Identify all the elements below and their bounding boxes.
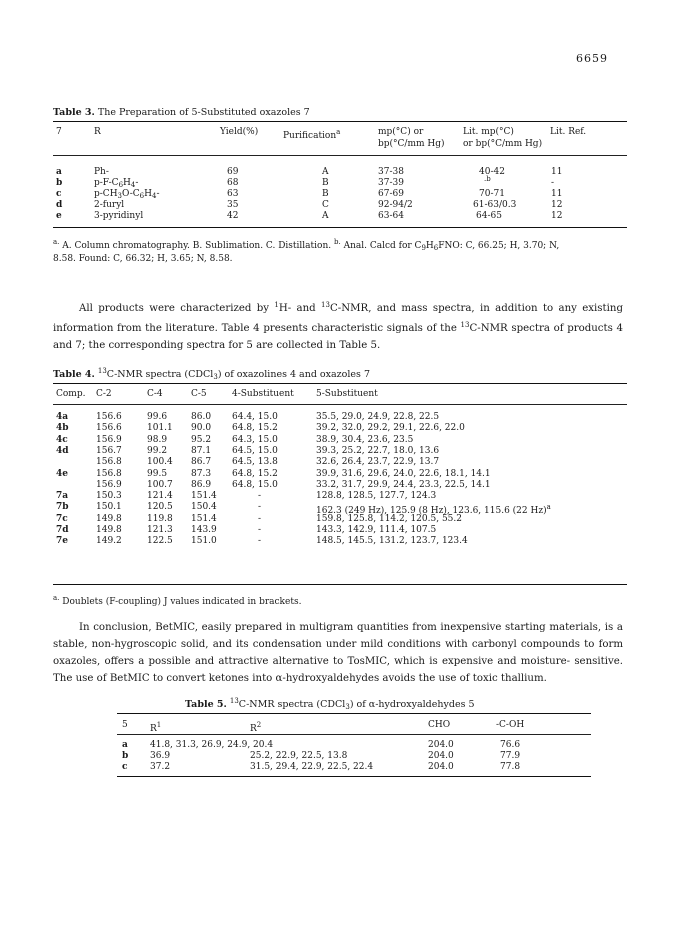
table4-row-sub4: - (258, 513, 262, 524)
page-number: 6659 (576, 52, 608, 65)
table3-row-id: c (56, 189, 62, 199)
table3-row-yield: 42 (227, 211, 239, 221)
table4-row-comp: 7b (56, 502, 69, 513)
table4-row-c5: 86.0 (191, 412, 212, 422)
table4-row-c5: 95.2 (191, 434, 212, 445)
table4-row-c4: 99.5 (147, 468, 168, 479)
para1-text-e: C-NMR spectra of products (469, 323, 613, 334)
table3-caption-label: Table 3. (53, 107, 95, 118)
table3-row-r: $p-F-C_6H_4-$ (94, 178, 139, 189)
table4-bottom-rule (53, 584, 627, 585)
table3-row-lit: .b (484, 175, 491, 183)
table4-header-c5: C-5 (191, 389, 207, 399)
table4-row-c4: 98.9 (147, 434, 168, 445)
table4-row-c2: 156.8 (96, 457, 122, 468)
table4-row-c4: 100.4 (147, 457, 173, 468)
table4-row-comp: 4c (56, 434, 68, 445)
table5-row-cho: 204.0 (428, 751, 454, 761)
table4-row-sub4: - (258, 502, 262, 513)
table4-row-sub5: 33.2, 31.7, 29.9, 24.4, 23.3, 22.5, 14.1 (316, 479, 491, 490)
table4-row-sub4: 64.8, 15.2 (232, 423, 278, 434)
table4-row-sub5: 148.5, 145.5, 131.2, 123.7, 123.4 (316, 536, 468, 547)
table5-row-id: b (122, 751, 129, 761)
table4-row-sub5: 35.5, 29.0, 24.9, 22.8, 22.5 (316, 412, 440, 422)
table3-caption (53, 107, 310, 118)
table4-row-sub4: - (258, 525, 262, 535)
table4-caption: Table 4. $^{13}$C-NMR spectra (CDCl$_3$) of oxazolines 4 and oxazoles 7 (53, 367, 370, 381)
table5-header-r2-text: R (250, 724, 257, 734)
table4-footnote-text: Doublets (F-coupling) J values indicated in brackets. (62, 597, 302, 607)
table3-row-r: Ph- (94, 167, 109, 177)
table3-bottom-rule (53, 227, 627, 228)
table4-row-sub4: 64.5, 13.8 (232, 457, 278, 468)
table3-row-lit: 61-63/0.3 (473, 200, 517, 210)
table5-row-r1: 36.9 (150, 751, 171, 761)
table4-row-c2: 156.9 (96, 479, 122, 490)
table4-row-comp: 4a (56, 412, 69, 422)
table4-row-sub5: 39.9, 31.6, 29.6, 24.0, 22.6, 18.1, 14.1 (316, 468, 491, 479)
table4-row-comp: 4b (56, 423, 69, 434)
table3-header-lit1: Lit. mp(°C) (463, 127, 514, 137)
table4-row-c2: 150.3 (96, 491, 122, 502)
table3-footnote-a: A. Column chromatography. B. Sublimation. C. Distillation. (62, 241, 332, 251)
table4-row-sub5: 39.2, 32.0, 29.2, 29.1, 22.6, 22.0 (316, 423, 465, 434)
table3-header-rule (53, 155, 627, 156)
table5-header-r2: $R^2$ (250, 721, 262, 734)
para1-text-a: All products were characterized by (79, 303, 270, 314)
table3-footnote-b: Anal. Calcd for $C_9H_6FNO$: C, 66.25; H, 3.70; N, (343, 241, 560, 252)
table5-row-id: a (122, 740, 128, 750)
para1-text-b: H- and (278, 303, 316, 314)
table4-header-c2: C-2 (96, 389, 112, 399)
table3-header-lit2: or bp(°C/mm Hg) (463, 139, 543, 149)
table4-header-sub4: 4-Substituent (232, 389, 294, 399)
table3-row-yield: 35 (227, 200, 239, 210)
table3-row-id: d (56, 200, 63, 210)
table5-row-r2: 31.5, 29.4, 22.9, 22.5, 22.4 (250, 762, 374, 772)
table3-row-purif: C (322, 200, 329, 210)
table3-row-purif: A (322, 167, 329, 177)
table4-row-c5: 151.4 (191, 513, 217, 524)
table5-row-coh: 77.9 (500, 751, 521, 761)
table3-row-purif: A (322, 211, 329, 221)
para2-line1: In conclusion, BetMIC, easily prepared in multigram quantities from inexpensive starting materials, (79, 622, 602, 633)
table4-row-c4: 99.6 (147, 412, 168, 422)
table4-row-comp: 4d (56, 445, 69, 456)
table4-header-sub5: 5-Substituent (316, 389, 378, 399)
table4-row-c2: 149.8 (96, 525, 122, 535)
table3-row-r: 2-furyl (94, 200, 125, 210)
table4-row-c4: 99.2 (147, 445, 168, 456)
table3-row-mp: 37-39 (378, 178, 404, 188)
table4-row-sub5: 128.8, 128.5, 127.7, 124.3 (316, 491, 437, 502)
table3-row-ref: - (551, 178, 555, 188)
para2-line4: sensitive. The use of BetMIC to convert ketones into α-hydroxyaldehydes avoids the use of toxic thallium. (53, 656, 623, 684)
table4-header-c4: C-4 (147, 389, 163, 399)
table3-row-mp: 92-94/2 (378, 200, 413, 210)
table4-row-sub4: 64.8, 15.0 (232, 479, 278, 490)
table3-row-r: 3-pyridinyl (94, 211, 144, 221)
table3-row-lit-footnote: b (486, 175, 491, 183)
table5-header-num: 5 (122, 720, 128, 730)
table3-footnote: $^{a.}$ A. Column chromatography. B. Sublimation. C. Distillation. $^{b.}$ Anal. Calcd for $C_9H_6FNO$: C, 66.25; H, 3.70; N, (53, 238, 560, 252)
table3-top-rule (53, 121, 627, 122)
table4-row-sub5: 39.3, 25.2, 22.7, 18.0, 13.6 (316, 445, 440, 456)
table5-row-coh: 77.8 (500, 762, 521, 772)
table5-caption-label: Table 5. (185, 699, 227, 710)
table5-row-coh: 76.6 (500, 740, 521, 750)
table3-row-ref: 12 (551, 200, 563, 210)
table4-row-sub5: 159.8, 125.8, 114.2, 120.5, 55.2 (316, 513, 462, 524)
table4-header-rule (53, 404, 627, 405)
para1-text-f: 4 and 7; the corresponding spectra for 5 are collected in Table 5. (53, 323, 623, 351)
table5-row-r1: 41.8, 31.3, 26.9, 24.9, 20.4 (150, 740, 274, 750)
table4-row-c5: 151.0 (191, 536, 217, 547)
table4-row-sub5: 143.3, 142.9, 111.4, 107.5 (316, 525, 437, 535)
table5-bottom-rule (117, 776, 591, 777)
table3-row-purif: B (322, 189, 329, 199)
table5-header-r1: $R^1$ (150, 721, 162, 734)
table3-row-id: e (56, 211, 62, 221)
table3-header-num: 7 (56, 127, 62, 137)
table3-row-mp: 63-64 (378, 211, 404, 221)
table3-row-ref: 11 (551, 167, 563, 177)
table5-top-rule (117, 713, 591, 714)
table4-row-comp: 7d (56, 525, 69, 535)
para1-text-d: information from the literature. Table 4 presents characteristic signals of the (53, 323, 457, 334)
table4-row-c2: 156.9 (96, 434, 122, 445)
table4-footnote-marker: a (546, 503, 551, 512)
table4-caption-label: Table 4. (53, 369, 95, 380)
para2-line3: form oxazoles, offers a possible and attractive alternative to TosMIC, which is expensive and moisture- (53, 639, 623, 667)
table3-row-mp: 37-38 (378, 167, 404, 177)
table4-row-sub4: 64.8, 15.2 (232, 468, 278, 479)
table5-header-cho: CHO (428, 720, 451, 730)
table5-header-rule (117, 734, 591, 735)
table4-row-sub4: - (258, 491, 262, 502)
table4-row-c4: 120.5 (147, 502, 173, 513)
table3-row-ref: 11 (551, 189, 563, 199)
table4-row-c2: 150.1 (96, 502, 122, 513)
table3-row-yield: 63 (227, 189, 239, 199)
table4-row-c5: 143.9 (191, 525, 217, 535)
table4-row-comp: 7a (56, 491, 69, 502)
table4-row-c5: 151.4 (191, 491, 217, 502)
table5-caption: Table 5. $^{13}$C-NMR spectra (CDCl$_3$) of α-hydroxyaldehydes 5 (185, 697, 475, 711)
table3-header-mp2: bp(°C/mm Hg) (378, 139, 445, 149)
table3-row-r: $p-CH_3O-C_6H_4-$ (94, 189, 160, 200)
table4-row-sub4: - (258, 536, 262, 547)
table4-row-c5: 90.0 (191, 423, 212, 434)
table4-row-c2: 156.8 (96, 468, 122, 479)
table3-row-lit: 64-65 (476, 211, 502, 221)
paragraph-conclusion (53, 619, 623, 687)
table3-row-id: a (56, 167, 62, 177)
table4-caption-text: C-NMR spectra (CDCl$_3$) of oxazolines 4 and oxazoles 7 (106, 369, 370, 381)
table4-row-c2: 156.6 (96, 423, 122, 434)
table5-row-r2: 25.2, 22.9, 22.5, 13.8 (250, 751, 348, 761)
table4-row-c4: 122.5 (147, 536, 173, 547)
table3-row-purif: B (322, 178, 329, 188)
table4-row-c2: 149.2 (96, 536, 122, 547)
table5-caption-text: C-NMR spectra (CDCl$_3$) of α-hydroxyaldehydes 5 (238, 699, 475, 711)
table4-row-c5: 86.9 (191, 479, 212, 490)
para2-line2: is a stable, non-hygroscopic solid, and its condensation under mild conditions with carbonyl compounds to (53, 622, 624, 650)
table4-row-sub4: 64.5, 15.0 (232, 445, 278, 456)
table4-header-comp: Comp. (56, 389, 86, 399)
table4-row-comp: 7c (56, 513, 68, 524)
table4-row-c5: 87.3 (191, 468, 212, 479)
table4-row-sub4: 64.3, 15.0 (232, 434, 278, 445)
table3-row-lit: 70-71 (479, 189, 505, 199)
table4-row-c2: 156.6 (96, 412, 122, 422)
table5-row-r1: 37.2 (150, 762, 171, 772)
table4-footnote: $^{a.}$ Doublets (F-coupling) J values indicated in brackets. (53, 594, 302, 607)
table3-row-mp: 67-69 (378, 189, 404, 199)
table4-row-c4: 119.8 (147, 513, 173, 524)
table3-row-ref: 12 (551, 211, 563, 221)
table3-header-mp1: mp(°C) or (378, 127, 424, 137)
table3-header-r: R (94, 127, 101, 137)
table5-row-cho: 204.0 (428, 762, 454, 772)
table3-row-id: b (56, 178, 63, 188)
table3-footnote-line2: 8.58. Found: C, 66.32; H, 3.65; N, 8.58. (53, 254, 233, 264)
table3-row-yield: 69 (227, 167, 239, 177)
table4-row-c5: 150.4 (191, 502, 217, 513)
table3-row-yield: 68 (227, 178, 239, 188)
table3-header-purification (283, 127, 340, 142)
table5-header-coh: -C-OH (496, 720, 525, 730)
table3-header-purification-text: Purification (283, 131, 337, 141)
table4-top-rule (53, 383, 627, 384)
table5-row-cho: 204.0 (428, 740, 454, 750)
table4-row-sub5: 38.9, 30.4, 23.6, 23.5 (316, 434, 414, 445)
table3-caption-text: The Preparation of 5-Substituted oxazoles 7 (97, 107, 310, 118)
table3-header-litref: Lit. Ref. (550, 127, 587, 137)
table4-row-sub5: 32.6, 26.4, 23.7, 22.9, 13.7 (316, 457, 440, 468)
table3-header-purification-sup: a (336, 128, 341, 136)
table4-row-c4: 121.4 (147, 491, 173, 502)
table4-row-c2: 149.8 (96, 513, 122, 524)
table3-row-lit: 40-42 (479, 167, 505, 177)
table4-row-c4: 101.1 (147, 423, 173, 434)
table4-row-c4: 121.3 (147, 525, 173, 535)
para1-text-c: C-NMR, and mass spectra, in addition to any existing (329, 303, 623, 314)
table4-row-sub4: 64.4, 15.0 (232, 412, 278, 422)
table5-header-r1-text: R (150, 724, 157, 734)
table4-row-c5: 87.1 (191, 445, 212, 456)
table3-header-yield: Yield(%) (220, 127, 259, 137)
table4-row-sub5-text: 162.3 (249 Hz), 125.9 (8 Hz), 123.6, 115.6 (22 Hz) (316, 506, 547, 517)
table5-row-id: c (122, 762, 128, 772)
paragraph-characterization: All products were characterized by $^1$H- and $^{13}$C-NMR, and mass spectra, in addition to any existing information from the literature. Table 4 presents characteristic signals of the $^{13}$C-NMR spectra of products 4 and 7; the corresponding spectra for 5 are collected in Table 5. (53, 301, 623, 351)
table4-row-comp: 4e (56, 468, 68, 479)
table4-row-comp: 7e (56, 536, 68, 547)
table4-row-c5: 86.7 (191, 457, 212, 468)
table4-row-c4: 100.7 (147, 479, 173, 490)
table4-row-c2: 156.7 (96, 445, 122, 456)
